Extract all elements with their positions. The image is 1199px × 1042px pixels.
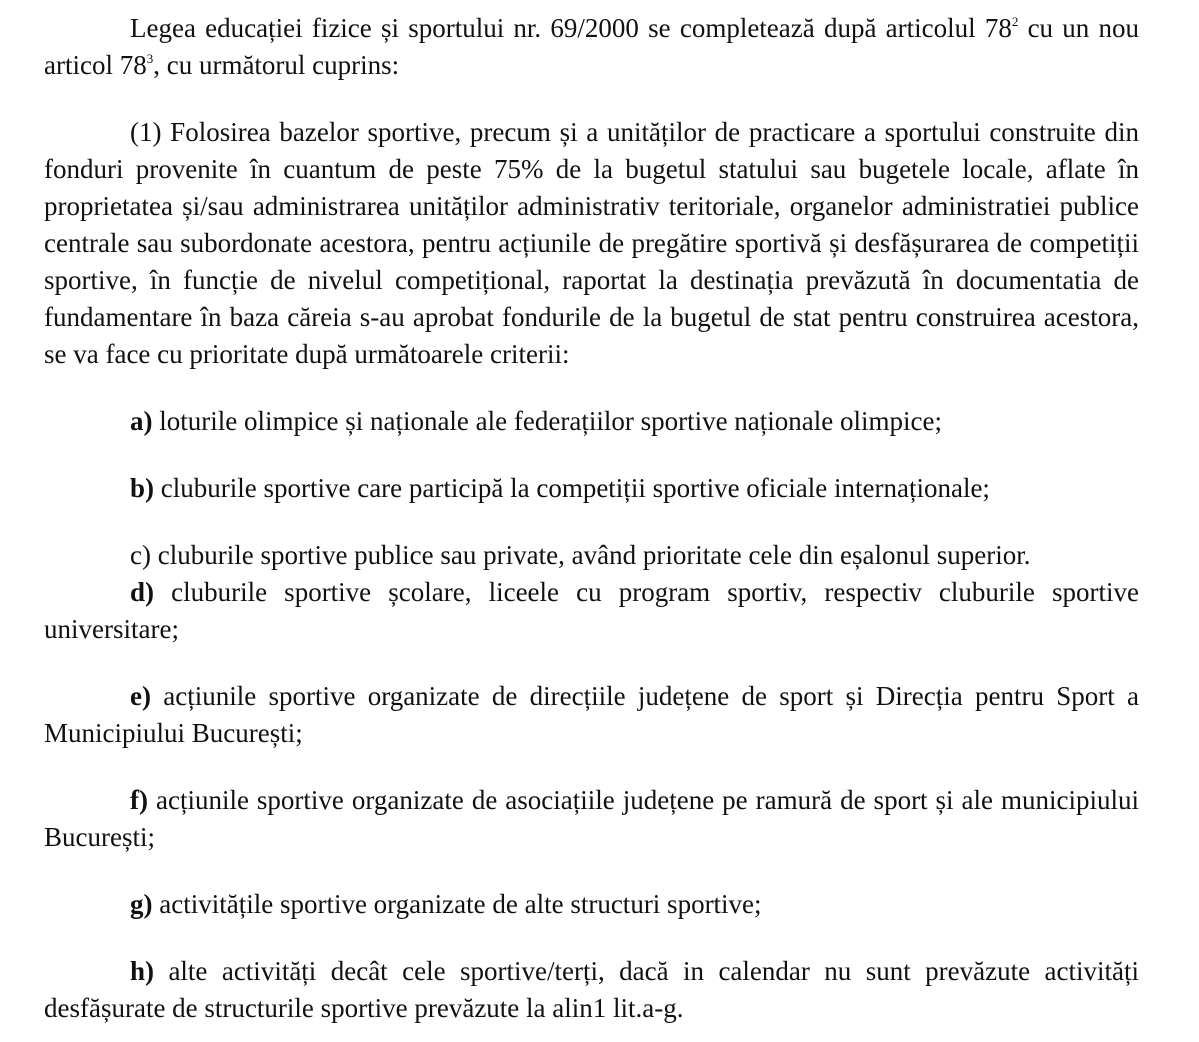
intro-text-part2: cu un nou articol 78 bbox=[44, 13, 1139, 80]
criterion-text: loturile olimpice și naționale ale federațiilor sportive naționale olimpice; bbox=[152, 406, 942, 436]
intro-superscript-2: 3 bbox=[146, 51, 154, 66]
criterion-text: alte activități decât cele sportive/terți, dacă in calendar nu sunt prevăzute activități desfășurate de structurile sportive prevăzute la alin1 lit.a-g. bbox=[44, 956, 1139, 1023]
criterion-letter: e) bbox=[130, 681, 151, 711]
criterion-letter: f) bbox=[130, 785, 148, 815]
criterion-e bbox=[44, 678, 1139, 752]
intro-superscript-1: 2 bbox=[1011, 14, 1019, 29]
criterion-text: acțiunile sportive organizate de asociațiile județene pe ramură de sport și ale municipiului București; bbox=[44, 785, 1139, 852]
criterion-c bbox=[44, 537, 1139, 574]
criterion-text: cluburile sportive publice sau private, având prioritate cele din eșalonul superior. bbox=[150, 540, 1031, 570]
criterion-letter: g) bbox=[130, 889, 153, 919]
intro-text-part3: , cu următorul cuprins: bbox=[153, 50, 400, 80]
criterion-f bbox=[44, 782, 1139, 856]
criterion-g bbox=[44, 886, 1139, 923]
alineat-1-paragraph: (1) Folosirea bazelor sportive, precum și a unităților de practicare a sportului construite din fonduri provenite în cuantum de peste 75% de la bugetul statului sau bugetele locale, aflate în proprietatea și/sau administrarea unităților administrativ teritoriale, organelor administratiei publice centrale sau subordonate acestora, pentru acțiunile de pregătire sportivă și desfășurarea de competiții sportive, în funcție de nivelul competițional, raportat la destinația prevăzută în documentatia de fundamentare în baza căreia s-au aprobat fondurile de la bugetul de stat pentru construirea acestora, se va face cu prioritate după următoarele criterii: bbox=[44, 117, 1139, 369]
criterion-text: acțiunile sportive organizate de direcțiile județene de sport și Direcția pentru Sport a Municipiului București; bbox=[44, 681, 1139, 748]
criterion-a bbox=[44, 403, 1139, 440]
criterion-letter: h) bbox=[130, 956, 155, 986]
criterion-text: cluburile sportive care participă la competiții sportive oficiale internaționale; bbox=[154, 473, 990, 503]
criterion-letter: b) bbox=[130, 473, 155, 503]
criterion-letter: d) bbox=[130, 577, 155, 607]
criterion-b bbox=[44, 470, 1139, 507]
criterion-d bbox=[44, 574, 1139, 648]
document-page bbox=[44, 10, 1139, 1027]
criterion-letter: c) bbox=[130, 540, 151, 570]
criterion-text: activitățile sportive organizate de alte structuri sportive; bbox=[152, 889, 762, 919]
criterion-h bbox=[44, 953, 1139, 1027]
criterion-text: cluburile sportive școlare, liceele cu program sportiv, respectiv cluburile sportive universitare; bbox=[44, 577, 1139, 644]
criterion-letter: a) bbox=[130, 406, 153, 436]
intro-text-part1: Legea educației fizice și sportului nr. 69/2000 se completează după articolul 78 bbox=[130, 13, 1012, 43]
intro-paragraph bbox=[44, 10, 1139, 84]
